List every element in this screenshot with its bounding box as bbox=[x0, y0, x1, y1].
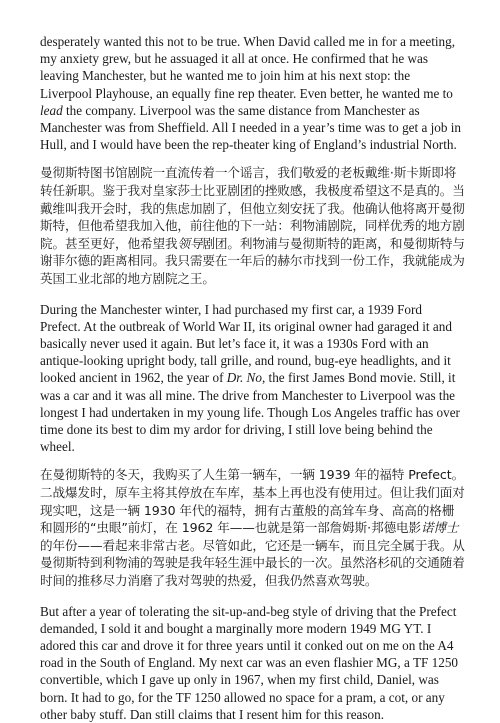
document-page bbox=[40, 33, 465, 723]
text-run: 曼彻斯特图书馆剧院一直流传着一个谣言，我们敬爱的老板戴维·斯卡斯即将转任新职。鉴于我对皇家莎士比亚剧团的挫败感，我极度希望这不是真的。当戴维叫我开会时，我的焦虑加剧了，但他立刻安抚了我。他确认他将离开曼彻斯特，但他希望我加入他，前往他的下一站：利物浦剧院，同样优秀的地方剧院。甚至更好，他希望我 bbox=[40, 165, 465, 251]
paragraph-chinese-1 bbox=[40, 164, 465, 287]
italic-text-run: 领导 bbox=[177, 235, 203, 251]
text-run: desperately wanted this not to be true. When David called me in for a meeting, my anxiety grew, but he assuaged it all at once. He confirmed that he was leaving Manchester, but he wanted me to join him at his next stop: the Liverpool Playhouse, an equally fine rep theater. Even better, he wanted me to bbox=[40, 34, 456, 101]
text-run: the company. Liverpool was the same distance from Manchester as Manchester was from Sheffield. All I needed in a year’s time was to get a job in Hull, and I would have been the rep-theater king of England’s industrial North. bbox=[40, 102, 462, 153]
italic-text-run: 诺博士 bbox=[421, 520, 459, 536]
italic-text-run: lead bbox=[40, 102, 63, 118]
paragraph-english-1 bbox=[40, 33, 465, 153]
paragraph-chinese-2 bbox=[40, 466, 465, 589]
paragraph-english-3 bbox=[40, 603, 465, 723]
paragraph-english-2 bbox=[40, 301, 465, 456]
text-run: 在曼彻斯特的冬天，我购买了人生第一辆车，一辆 1939 年的福特 Prefect。二战爆发时，原车主将其停放在车库，基本上再也没有使用过。但让我们面对现实吧，这是一辆 1930 年代的福特，拥有古董般的高耸车身、高高的格栅和圆形的“虫眼”前灯，在 1962 年——也就是第一部詹姆斯·邦德电影 bbox=[40, 467, 465, 536]
text-run: But after a year of tolerating the sit-up-and-beg style of driving that the Prefect demanded, I sold it and bought a marginally more modern 1949 MG YT. I adored this car and drove it for three years until it conked out on me on the A4 road in the South of England. My next car was an even flashier MG, a TF 1250 convertible, which I gave up only in 1967, when my first child, Daniel, was born. It had to go, for the TF 1250 allowed no space for a pram, a cot, or any other baby stuff. Dan still claims that I resent him for this reason. bbox=[40, 603, 459, 722]
italic-text-run: Dr. No bbox=[226, 370, 262, 386]
text-run: 的年份——看起来非常古老。尽管如此，它还是一辆车，而且完全属于我。从曼彻斯特到利物浦的驾驶是我年轻生涯中最长的一次。虽然洛杉矶的交通随着时间的推移尽力消磨了我对驾驶的热爱，但我仍然喜欢驾驶。 bbox=[40, 537, 465, 588]
text-run: 剧团。利物浦与曼彻斯特的距离，和曼彻斯特与谢菲尔德的距离相同。我只需要在一年后的赫尔市找到一份工作，我就能成为英国工业北部的地方剧院之王。 bbox=[40, 235, 465, 286]
text-run: , the first James Bond movie. Still, it was a car and it was all mine. The drive from Manchester to Liverpool was the longest I had undertaken in my young life. Though Los Angeles traffic has over time done its best to dim my ardor for driving, I still love being behind the wheel. bbox=[40, 370, 460, 455]
text-run: During the Manchester winter, I had purchased my first car, a 1939 Ford Prefect. At the outbreak of World War II, its original owner had garaged it and basically never used it again. But let’s face it, it was a 1930s Ford with an antique-looking upright body, tall grille, and round, bug-eye headlights, and it looked ancient in 1962, the year of bbox=[40, 301, 452, 386]
